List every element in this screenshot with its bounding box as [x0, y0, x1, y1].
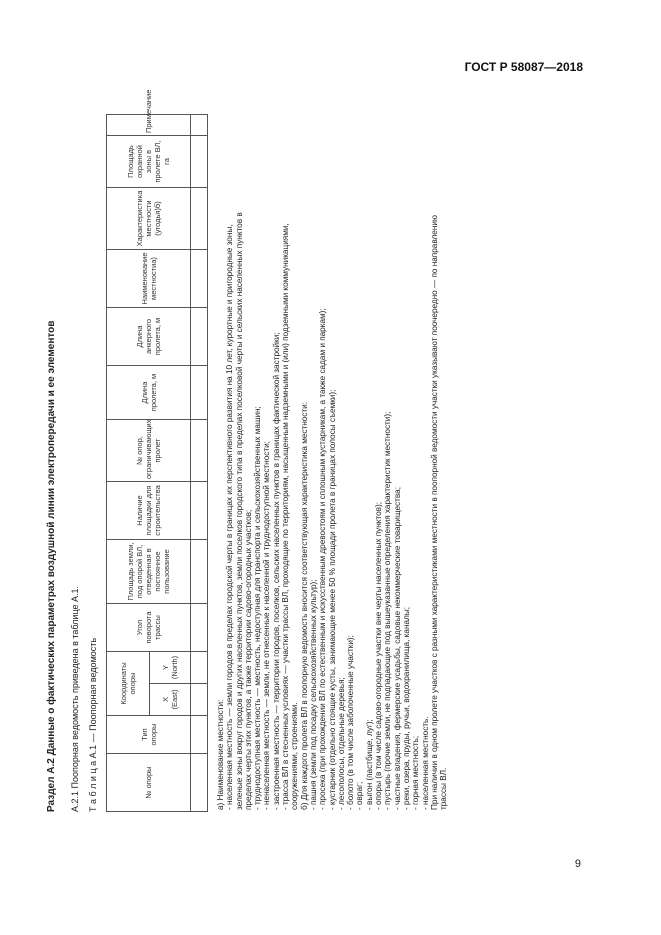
header-span-length: Длина пролета, м: [107, 366, 191, 420]
poopornaya-vedomost-table: [106, 89, 208, 812]
header-terrain-name: Наименование местностиа): [107, 250, 191, 308]
standard-designation: ГОСТ Р 58087—2018: [464, 60, 583, 74]
note-line: б) Для каждого пролета ВЛ в поопорную ведомость вносится соответствующая характеристика местности:: [299, 402, 309, 810]
table-caption: Т а б л и ц а А.1 — Поопорная ведомость: [88, 637, 98, 812]
note-line: - просека (при прохождении ВЛ по естественным и искусственным древостоям и сплошным кустарникам, а также садам и паркам);: [318, 308, 328, 810]
note-line: - овраг;: [355, 781, 365, 810]
note-line: пределах черты этих пунктов, а также территории садово-огородных участков;: [243, 509, 253, 810]
note-line: - населенная местность — земли городов в пределах городской черты в границах их перспективного развития на 10 лет, курортные и пригородные зоны,: [225, 224, 235, 810]
note-line: - застроенная местность — территории городов, поселков, сельских населенных пунктов в границах фактической застройки;: [271, 332, 281, 810]
header-terrain-characteristics: Характеристика местности (угодья)б): [107, 188, 191, 250]
note-line: - трасса ВЛ в стесненных условиях — участки трассы ВЛ, проходящие по территориям, насыщенным надземными и (или) подземными коммуникациями,: [281, 223, 291, 810]
note-line: При наличии в одном пролете участков с разными характеристиками местности в поопорной ведомости участки указывают поочередно — по направлению: [429, 214, 439, 810]
note-line: - горная местность;: [411, 735, 421, 810]
page-number: 9: [574, 858, 581, 870]
section-title: Раздел А.2 Данные о фактических параметрах воздушной линии электропередачи и ее элементов: [46, 320, 57, 812]
note-line: - опоры (в том числе садово-огородные участки вне черты населенных пунктов);: [374, 502, 384, 810]
note-line: сооружениями, строениями.: [290, 702, 300, 810]
header-angle: Угол поворота трассы: [107, 604, 191, 652]
header-span-poles: № опор, ограничивающих пролет: [107, 420, 191, 482]
header-protection-zone-area: Площадь охранной зоны в пролете ВЛ, га: [107, 136, 191, 188]
table-row: [191, 115, 208, 812]
header-coordinates: Координаты опоры: [107, 652, 150, 716]
note-line: - кустарник (отдельно стоящие кусты, занимающие менее 50 % площади пролета в границах полосы съемки);: [327, 389, 337, 810]
note-line: - болото (в том числе заболоченные участки);: [346, 635, 356, 810]
header-anchor-span-length: Длина анкерного пролета, м: [107, 308, 191, 366]
note-line: - частные владения, фермерские усадьбы, садовые некоммерческие товарищества;: [392, 487, 402, 810]
header-pole-type: Тип опоры: [107, 716, 191, 754]
note-line: а) Наименование местности:: [216, 699, 225, 810]
header-coord-x: X (East): [150, 684, 191, 716]
section-intro: А.2.1 Поопорная ведомость приведена в таблице А.1.: [70, 585, 80, 812]
header-note: Примечание: [107, 115, 191, 136]
header-land-area: Площадь земли, под опорой ВЛ, отведенная в постоянное пользование: [107, 540, 191, 604]
rotated-content: [40, 72, 560, 812]
note-line: - пустырь (прочие земли, не подпадающие под вышеуказанные определения характеристик местности);: [383, 411, 393, 810]
note-line: трассы ВЛ.: [439, 767, 449, 810]
note-line: - пашня (земли под посадку сельскохозяйственных культур);: [308, 579, 318, 810]
note-line: - ненаселенная местность — земли, не отнесенные к населенной и труднодоступной местности;: [262, 441, 272, 810]
header-construction-pads: Наличие площадки для строительства: [107, 482, 191, 540]
note-line: - труднодоступная местность — местность, недоступная для транспорта и сельскохозяйственных машин;: [253, 406, 263, 810]
note-line: - лесополосы, отдельные деревья;: [336, 677, 346, 810]
table-notes: [216, 115, 448, 810]
note-line: - выгон (пастбище, луг);: [364, 719, 374, 810]
note-line: - населенная местность.: [420, 716, 430, 810]
header-coord-y: Y (North): [150, 652, 191, 684]
header-pole-number: № опоры: [107, 754, 191, 812]
note-line: - реки, озера, пруды, ручьи, водохранилища, каналы;: [401, 607, 411, 810]
note-line: зеленые зоны вокруг городов и других населенных пунктов, земли поселков городского типа в пределах поселковой черты и сельских населенных пунктов в: [234, 212, 244, 810]
